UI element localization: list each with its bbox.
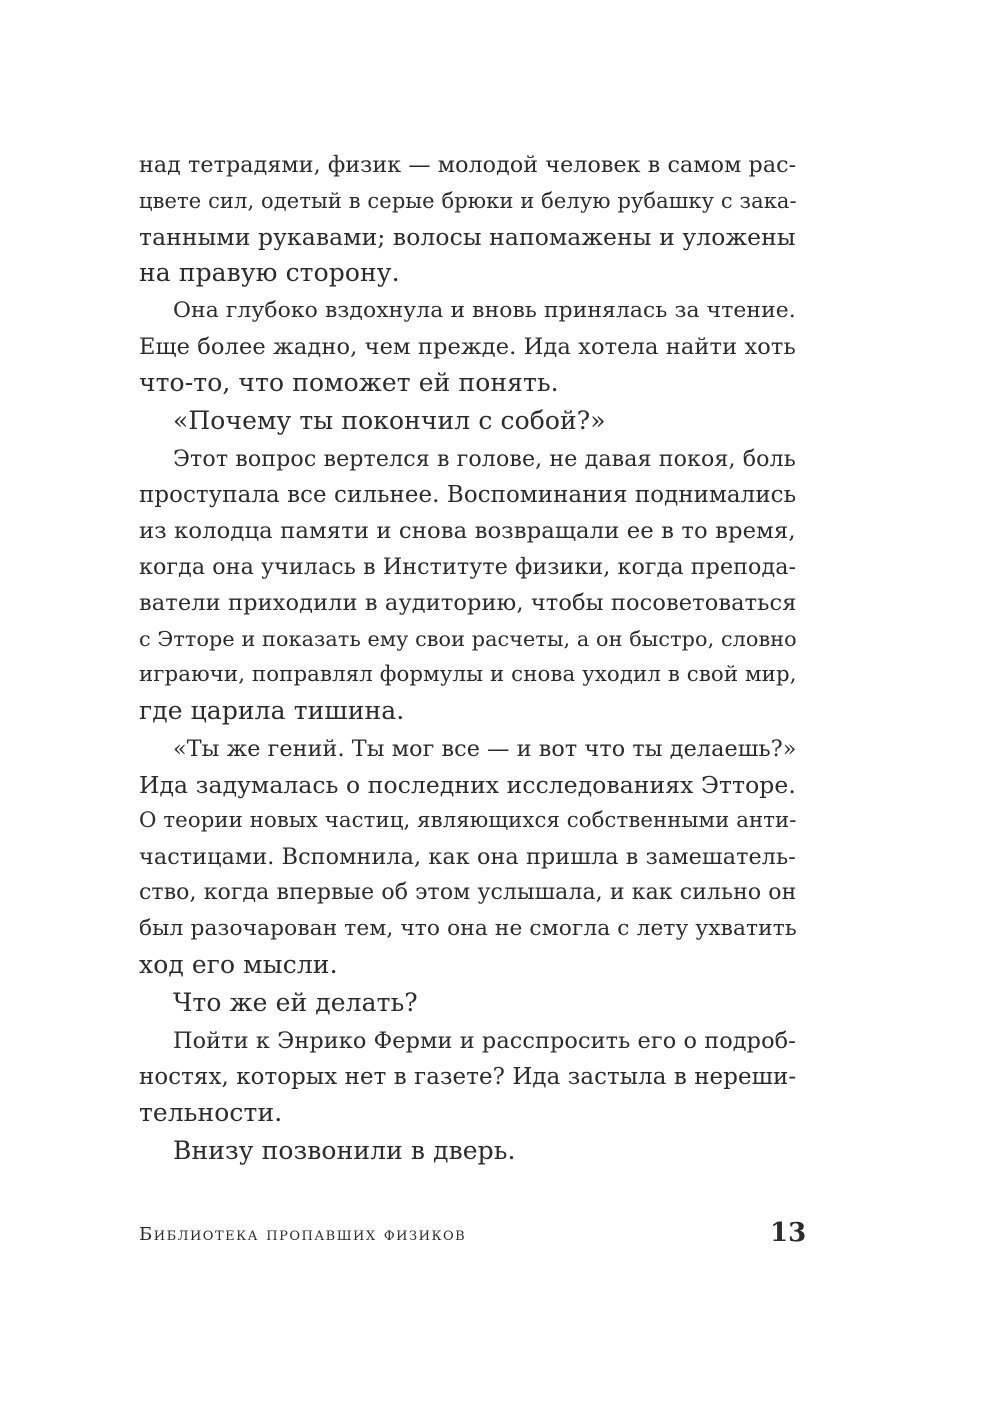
text-line: ватели приходили в аудиторию, чтобы посоветоваться xyxy=(139,590,797,616)
text-line: тельности. xyxy=(139,1098,283,1127)
text-line: где царила тишина. xyxy=(139,696,405,725)
text-line: Она глубоко вздохнула и вновь принялась за чтение. xyxy=(173,298,796,323)
text-line: танными рукавами; волосы напомажены и уложены xyxy=(139,223,796,251)
text-line: цвете сил, одетый в серые брюки и белую рубашку с зака- xyxy=(139,189,797,213)
text-line: О теории новых частиц, являющихся собственными анти- xyxy=(139,808,797,833)
text-line: над тетрадями, физик — молодой человек в самом рас- xyxy=(139,152,797,178)
text-line: «Почему ты покончил с собой?» xyxy=(173,406,606,435)
text-line: ход его мысли. xyxy=(139,950,338,979)
text-line: «Ты же гений. Ты мог все — и вот что ты делаешь?» xyxy=(173,736,797,762)
text-line: Внизу позвонили в дверь. xyxy=(173,1136,516,1165)
text-line: когда она училась в Институте физики, когда препода- xyxy=(139,554,797,580)
running-footer-title: Библиотека пропавших физиков xyxy=(139,1224,467,1245)
page-number: 13 xyxy=(770,1218,807,1248)
text-line: Еще более жадно, чем прежде. Ида хотела найти хоть xyxy=(139,334,796,360)
text-line: Пойти к Энрико Ферми и расспросить его о подроб- xyxy=(173,1028,796,1054)
text-line: Что же ей делать? xyxy=(173,988,418,1017)
text-line: с Этторе и показать ему свои расчеты, а он быстро, словно xyxy=(139,627,797,651)
text-line: проступала все сильнее. Воспоминания поднимались xyxy=(139,482,797,508)
text-line: ство, когда впервые об этом услышала, и как сильно он xyxy=(139,880,797,905)
text-line: из колодца памяти и снова возвращали ее в то время, xyxy=(139,518,796,544)
text-line: Этот вопрос вертелся в голове, не давая покоя, боль xyxy=(173,446,796,472)
text-line: ностях, которых нет в газете? Ида застыла в нереши- xyxy=(139,1064,797,1090)
text-line: что-то, что поможет ей понять. xyxy=(139,368,559,397)
text-line: Ида задумалась о последних исследованиях Этторе. xyxy=(139,771,796,799)
text-line: частицами. Вспомнила, как она пришла в замешатель- xyxy=(139,844,796,870)
text-line: был разочарован тем, что она не смогла с лету ухватить xyxy=(139,916,797,941)
text-line: на правую сторону. xyxy=(139,258,400,287)
text-line: играючи, поправлял формулы и снова уходил в свой мир, xyxy=(139,662,797,687)
